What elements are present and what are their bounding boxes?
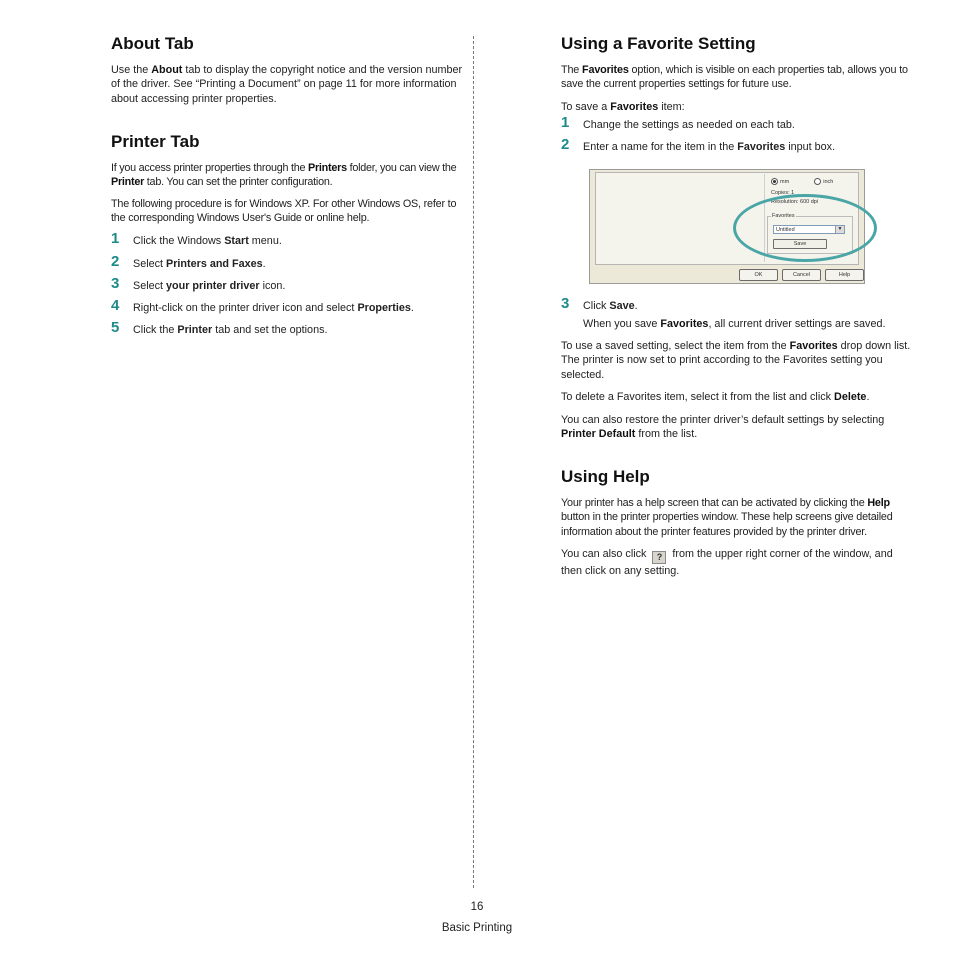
favorites-dropdown[interactable]: Untitled ▼	[773, 225, 845, 234]
printer-step-3	[111, 275, 463, 297]
favorites-label: Favorites	[772, 213, 795, 219]
step-number: 3	[561, 295, 570, 312]
page-number: 16	[470, 901, 484, 913]
step-text: Enter a name for the item in the Favorites input box.	[583, 141, 836, 153]
cancel-button[interactable]: Cancel	[782, 269, 821, 281]
column-divider	[473, 36, 474, 888]
printer-step-2	[111, 253, 463, 275]
step-text: Click Save.	[583, 300, 638, 312]
unit-options: mm inch	[771, 178, 833, 185]
favorite-intro-paragraph: The Favorites option, which is visible on each properties tab, allows you to save the current properties settings for future use.	[561, 64, 908, 91]
favorite-step-1	[561, 114, 913, 136]
help-paragraph-1: Your printer has a help screen that can be activated by clicking the Help button in the printer properties window. These help screens give detailed information about the printer features provided by the printer driver.	[561, 497, 893, 538]
step-text: Click the Windows Start menu.	[133, 235, 282, 247]
step-number: 2	[111, 253, 120, 270]
printer-step-4	[111, 297, 463, 319]
about-tab-paragraph: Use the About tab to display the copyright notice and the version number of the driver. See “Printing a Document” on page 11 for more information about accessing printer properties.	[111, 64, 463, 105]
help-paragraph-2: You can also click ? from the upper right corner of the window, and then click on any setting.	[561, 548, 893, 577]
properties-side-panel	[764, 174, 857, 262]
chevron-down-icon[interactable]: ▼	[835, 226, 844, 233]
resolution-readout: Resolution: 600 dpi	[771, 199, 819, 205]
radio-mm[interactable]	[771, 178, 778, 185]
step-text: Click the Printer tab and set the options.	[133, 324, 328, 336]
favorites-screenshot	[589, 169, 865, 284]
step-number: 3	[111, 275, 120, 292]
favorite-step-3	[561, 295, 913, 317]
favorites-save-button[interactable]: Save	[773, 239, 827, 249]
favorite-delete-paragraph: To delete a Favorites item, select it from the list and click Delete.	[561, 391, 870, 403]
footer-section-title: Basic Printing	[441, 922, 513, 934]
favorite-save-intro: To save a Favorites item:	[561, 101, 685, 113]
favorite-step-2	[561, 136, 913, 158]
printer-tab-heading: Printer Tab	[111, 132, 200, 151]
using-help-heading: Using Help	[561, 467, 650, 486]
help-button[interactable]: Help	[825, 269, 864, 281]
radio-inch[interactable]	[814, 178, 821, 185]
step-number: 5	[111, 319, 120, 336]
step-text: Select your printer driver icon.	[133, 280, 286, 292]
favorite-step-3-note: When you save Favorites, all current driver settings are saved.	[583, 318, 886, 330]
printer-step-1	[111, 230, 463, 252]
step-number: 1	[561, 114, 570, 131]
favorite-setting-heading: Using a Favorite Setting	[561, 34, 756, 53]
favorite-use-paragraph: To use a saved setting, select the item from the Favorites drop down list. The printer is now set to print according to the Favorites setting you selected.	[561, 340, 911, 381]
step-text: Change the settings as needed on each tab.	[583, 119, 795, 131]
step-number: 2	[561, 136, 570, 153]
printer-tab-paragraph-2: The following procedure is for Windows XP. For other Windows OS, refer to the corresponding Windows User's Guide or online help.	[111, 198, 457, 225]
printer-tab-paragraph-1: If you access printer properties through the Printers folder, you can view the Printer tab. You can set the printer configuration.	[111, 162, 457, 189]
printer-step-5	[111, 319, 463, 341]
step-text: Right-click on the printer driver icon and select Properties.	[133, 302, 414, 314]
favorite-restore-paragraph: You can also restore the printer driver’s default settings by selecting Printer Default from the list.	[561, 414, 885, 441]
step-text: Select Printers and Faxes.	[133, 258, 266, 270]
ok-button[interactable]: OK	[739, 269, 778, 281]
about-tab-heading: About Tab	[111, 34, 194, 53]
favorites-group	[767, 213, 853, 254]
step-number: 4	[111, 297, 120, 314]
copies-readout: Copies: 1	[771, 190, 795, 196]
step-number: 1	[111, 230, 120, 247]
help-question-icon: ?	[652, 551, 666, 564]
properties-pane	[595, 172, 859, 265]
